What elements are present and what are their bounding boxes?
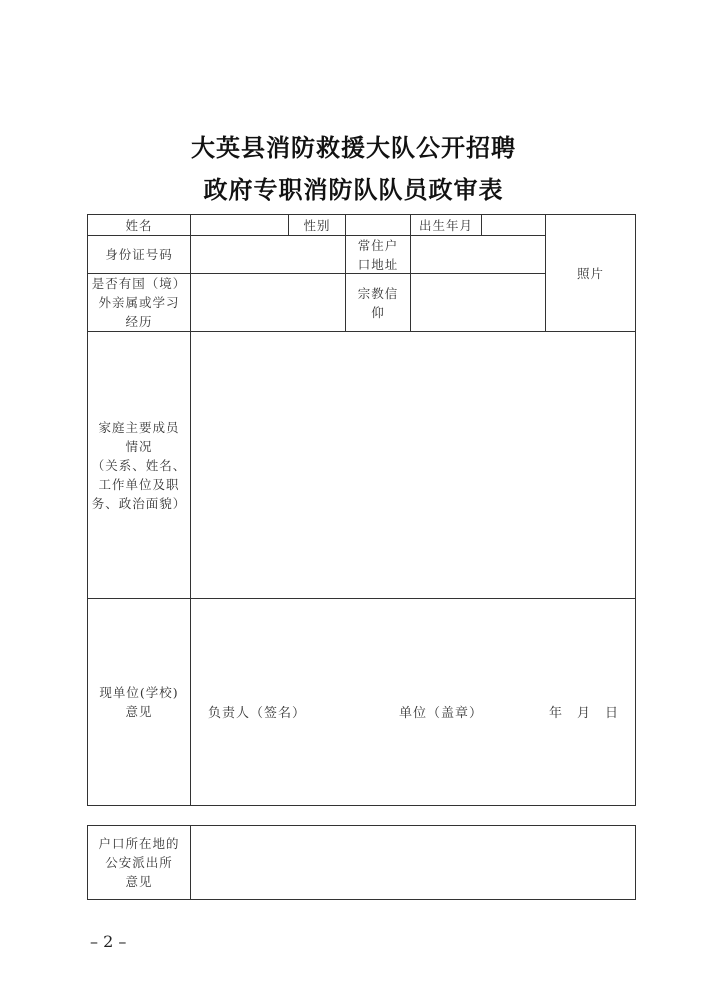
family-members-label: 家庭主要成员 情况 （关系、姓名、 工作单位及职 务、政治面貌） bbox=[91, 419, 187, 511]
document-title-line1: 大英县消防救援大队公开招聘 bbox=[191, 134, 516, 162]
id-number-field[interactable] bbox=[191, 236, 345, 273]
name-field[interactable] bbox=[191, 215, 288, 235]
police-table-right bbox=[635, 825, 636, 900]
gender-label: 性别 bbox=[303, 217, 331, 233]
photo-box[interactable]: 照片 bbox=[576, 265, 604, 281]
birth-label: 出生年月 bbox=[418, 217, 473, 233]
table-border-right bbox=[635, 214, 636, 806]
police-opinion-label: 户口所在地的 公安派出所 意见 bbox=[98, 836, 180, 889]
police-table-bottom bbox=[87, 899, 636, 900]
id-number-label: 身份证号码 bbox=[105, 247, 173, 262]
residence-label: 常住户 口地址 bbox=[357, 237, 399, 272]
employer-signer-label: 负责人（签名） bbox=[208, 706, 307, 721]
employer-date-label: 年 月 日 bbox=[549, 706, 620, 721]
employer-stamp-label: 单位（盖章） bbox=[399, 706, 484, 721]
employer-opinion-label: 现单位(学校) 意见 bbox=[99, 685, 179, 719]
table-border-bottom bbox=[87, 805, 636, 806]
police-opinion-field[interactable] bbox=[191, 826, 635, 899]
page-number: – 2 – bbox=[90, 932, 127, 951]
birth-field[interactable] bbox=[482, 215, 545, 235]
overseas-relations-label: 是否有国（境） 外亲属或学习 经历 bbox=[91, 276, 187, 329]
residence-field[interactable] bbox=[411, 236, 545, 273]
document-title-line2: 政府专职消防队队员政审表 bbox=[203, 176, 504, 204]
gender-field[interactable] bbox=[346, 215, 410, 235]
overseas-relations-field[interactable] bbox=[191, 274, 345, 331]
religion-field[interactable] bbox=[411, 274, 545, 331]
religion-label: 宗教信 仰 bbox=[357, 285, 399, 320]
family-members-field[interactable] bbox=[191, 332, 635, 598]
name-label: 姓名 bbox=[125, 217, 153, 233]
